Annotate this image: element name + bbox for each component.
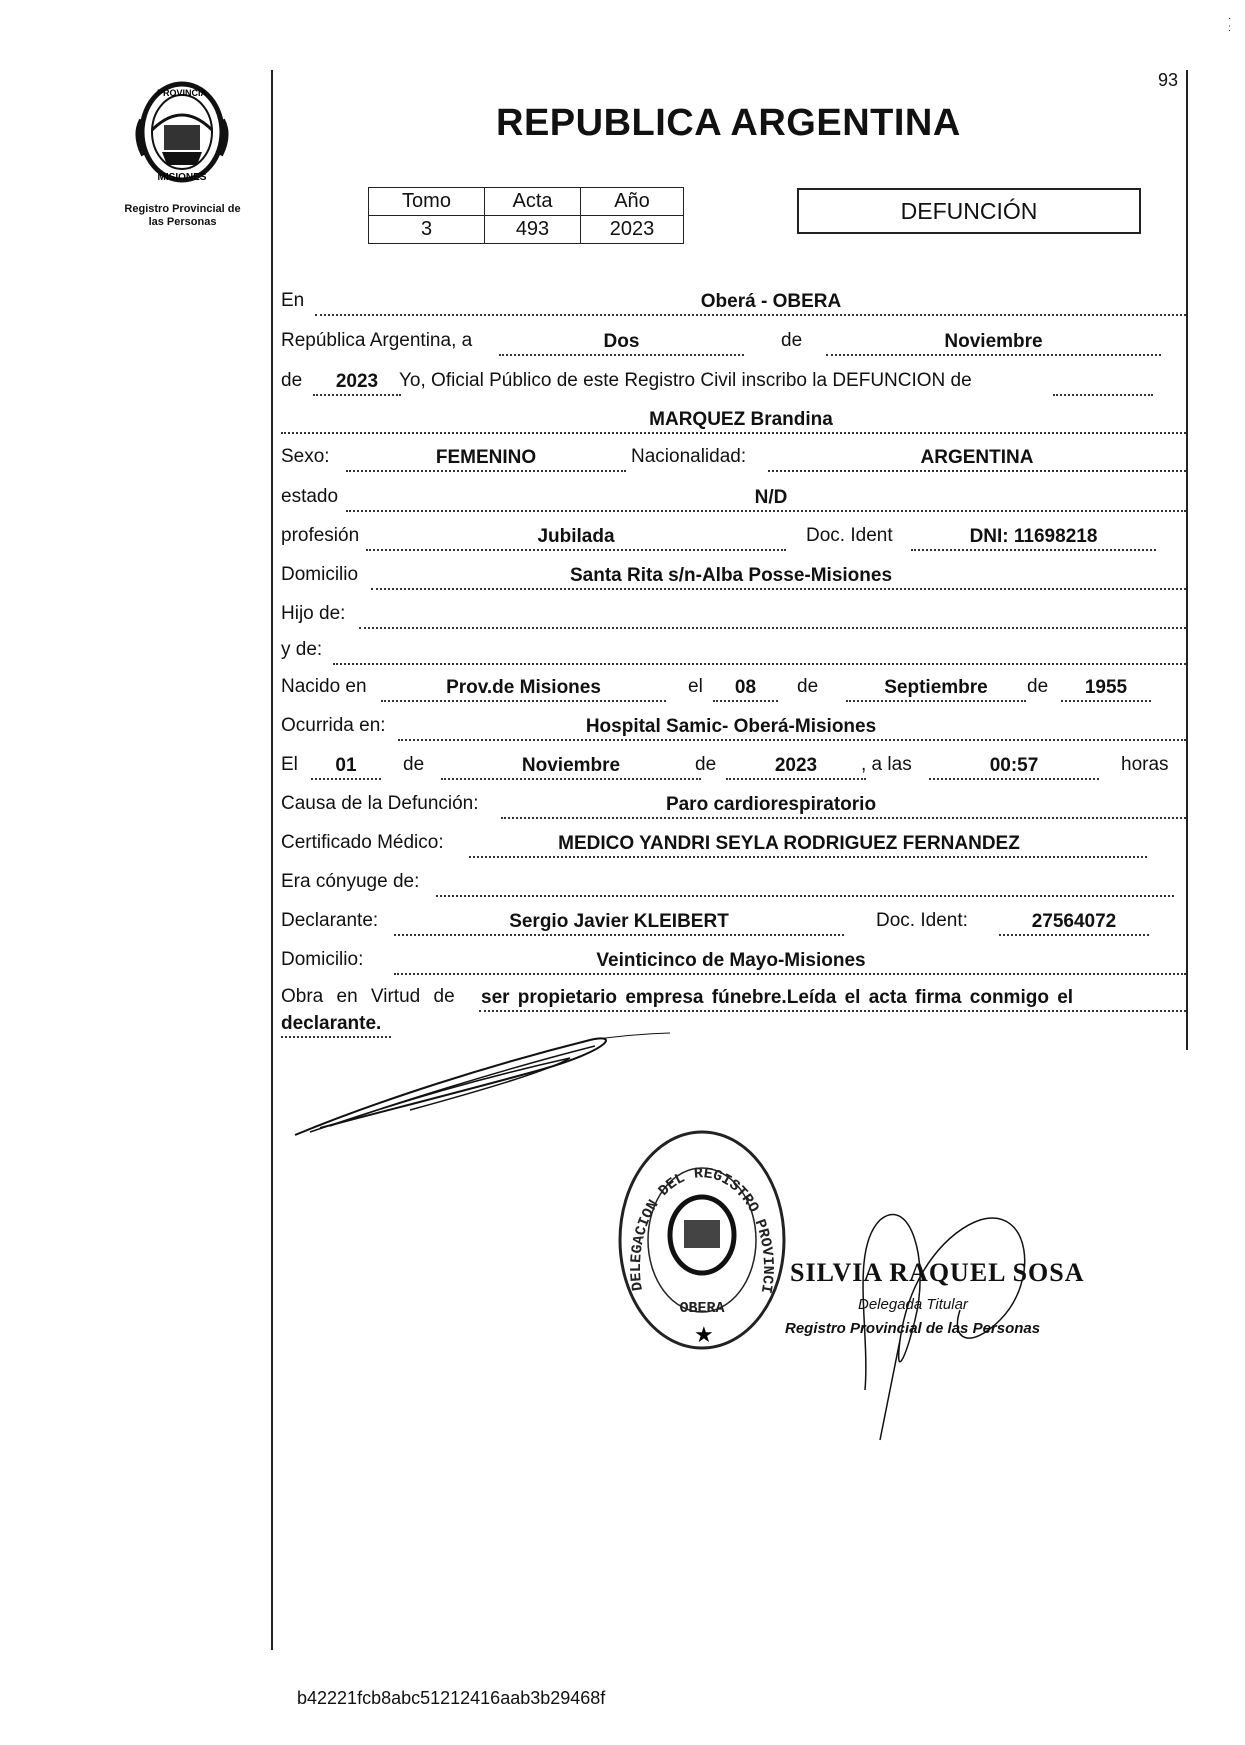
birth-day: 08: [734, 677, 757, 698]
declarante-label: Declarante:: [281, 910, 379, 931]
de-label: de: [781, 330, 803, 351]
de3-label: de: [403, 754, 425, 775]
estado-value: N/D: [754, 487, 788, 508]
sexo-label: Sexo:: [281, 446, 330, 467]
nacido-label: Nacido en: [281, 676, 367, 697]
table-header-acta: Acta: [485, 188, 581, 216]
alas-label: , a las: [861, 754, 912, 775]
svg-text:PROVINCIA: PROVINCIA: [156, 88, 208, 98]
El-label: El: [281, 754, 298, 775]
horas-label: horas: [1121, 754, 1169, 775]
en-value: Oberá - OBERA: [700, 291, 842, 312]
record-table: [368, 187, 684, 244]
certificado-value: MEDICO YANDRI SEYLA RODRIGUEZ FERNANDEZ: [558, 833, 1020, 854]
domicilio-value: Santa Rita s/n-Alba Posse-Misiones: [569, 565, 893, 586]
table-value-ano: 2023: [581, 216, 684, 244]
month-value: Noviembre: [944, 331, 1043, 352]
doc-value: DNI: 11698218: [969, 526, 1098, 547]
death-year: 2023: [774, 755, 818, 776]
oficial-text: Yo, Oficial Público de este Registro Civil inscribo la DEFUNCION de: [399, 370, 972, 391]
corner-marks: · :: [1228, 13, 1232, 34]
country-title: REPUBLICA ARGENTINA: [496, 102, 961, 144]
nacionalidad-label: Nacionalidad:: [631, 446, 747, 467]
row-sexo: [281, 440, 1186, 474]
en-label: En: [281, 290, 305, 311]
row-republica: [281, 324, 1186, 358]
page-number: 93: [1158, 70, 1179, 90]
row-profesion: [281, 519, 1186, 553]
table-value-tomo: 3: [369, 216, 485, 244]
republica-label: República Argentina, a: [281, 330, 473, 351]
profesion-label: profesión: [281, 525, 360, 546]
causa-value: Paro cardiorespiratorio: [665, 794, 877, 815]
provincia-de-misiones-crest-icon: [132, 80, 232, 190]
act-type: DEFUNCIÓN: [900, 198, 1038, 224]
handwritten-signature-icon: [840, 1190, 1080, 1450]
official-seal: [612, 1120, 792, 1352]
row-declarante: [281, 904, 1186, 938]
yde-label: y de:: [281, 639, 323, 660]
birth-month: Septiembre: [884, 677, 988, 698]
official-name: SILVIA RAQUEL SOSA: [790, 1258, 1085, 1287]
right-margin-line: [1186, 70, 1188, 1050]
row-ocurrida: [281, 709, 1186, 743]
table-header-tomo: Tomo: [369, 188, 485, 216]
row-nacido: [281, 670, 1186, 704]
ocurrida-label: Ocurrida en:: [281, 715, 386, 736]
de1-label: de: [797, 676, 819, 697]
decl-doc-label: Doc. Ident:: [876, 910, 968, 931]
certificado-label: Certificado Médico:: [281, 832, 444, 853]
hijo-label: Hijo de:: [281, 603, 346, 624]
table-value-acta: 493: [485, 216, 581, 244]
seal-ring-text: DELEGACION DEL REGISTRO PROVINCI: [627, 1165, 777, 1295]
decl-domicilio-value: Veinticinco de Mayo-Misiones: [596, 950, 866, 971]
obra-value-line1: ser propietario empresa fúnebre.Leída el acta firma conmigo el: [481, 987, 1074, 1008]
year-value: 2023: [335, 371, 379, 392]
decl-domicilio-label: Domicilio:: [281, 949, 364, 970]
row-oficial: [281, 364, 1186, 398]
estado-label: estado: [281, 486, 339, 507]
act-type-box: [797, 188, 1141, 234]
conyuge-label: Era cónyuge de:: [281, 871, 420, 892]
doc-label: Doc. Ident: [806, 525, 893, 546]
row-estado: [281, 480, 1186, 514]
row-conyuge: [281, 865, 1186, 899]
causa-label: Causa de la Defunción:: [281, 793, 479, 814]
sexo-value: FEMENINO: [435, 447, 537, 468]
row-yde: [281, 633, 1186, 667]
domicilio-label: Domicilio: [281, 564, 359, 585]
registry-name-line1: Registro Provincial de: [124, 203, 241, 215]
row-en: [281, 284, 1186, 318]
decl-doc-value: 27564072: [1031, 911, 1117, 932]
declarante-value: Sergio Javier KLEIBERT: [509, 911, 729, 932]
seal-bottom-text: OBERA: [679, 1300, 725, 1317]
row-domicilio: [281, 558, 1186, 592]
death-month: Noviembre: [521, 755, 621, 776]
svg-text:MISIONES: MISIONES: [157, 172, 207, 183]
row-hijo: [281, 597, 1186, 631]
birth-year: 1955: [1084, 677, 1128, 698]
nacido-value: Prov.de Misiones: [446, 677, 601, 698]
de-year-label: de: [281, 370, 303, 391]
day-value: Dos: [603, 331, 640, 352]
official-signature: [840, 1190, 1080, 1450]
row-fecha-defuncion: [281, 748, 1186, 782]
official-title: Delegada Titular: [858, 1296, 968, 1313]
obra-label: Obra en Virtud de: [281, 986, 455, 1007]
registry-name-line2: las Personas: [148, 216, 217, 228]
row-decl-domicilio: [281, 943, 1186, 977]
nacionalidad-value: ARGENTINA: [920, 447, 1034, 468]
de2-label: de: [1027, 676, 1049, 697]
official-seal-icon: [612, 1120, 792, 1352]
row-name: [281, 402, 1186, 436]
row-causa: [281, 787, 1186, 821]
profesion-value: Jubilada: [537, 526, 615, 547]
official-office: Registro Provincial de las Personas: [785, 1320, 1041, 1337]
row-certificado: [281, 826, 1186, 860]
death-time: 00:57: [989, 755, 1039, 776]
document-hash: b42221fcb8abc51212416aab3b29468f: [297, 1688, 606, 1708]
obra-value-line2: declarante.: [281, 1013, 382, 1034]
left-margin-line: [271, 70, 273, 1650]
de4-label: de: [695, 754, 717, 775]
deceased-name: MARQUEZ Brandina: [649, 409, 833, 430]
ocurrida-value: Hospital Samic- Oberá-Misiones: [585, 716, 877, 737]
registry-name: [100, 203, 265, 229]
svg-text:★: ★: [694, 1323, 714, 1348]
table-header-ano: Año: [581, 188, 684, 216]
death-day: 01: [335, 755, 357, 776]
provincial-crest: [132, 80, 232, 190]
el-label: el: [688, 676, 703, 697]
